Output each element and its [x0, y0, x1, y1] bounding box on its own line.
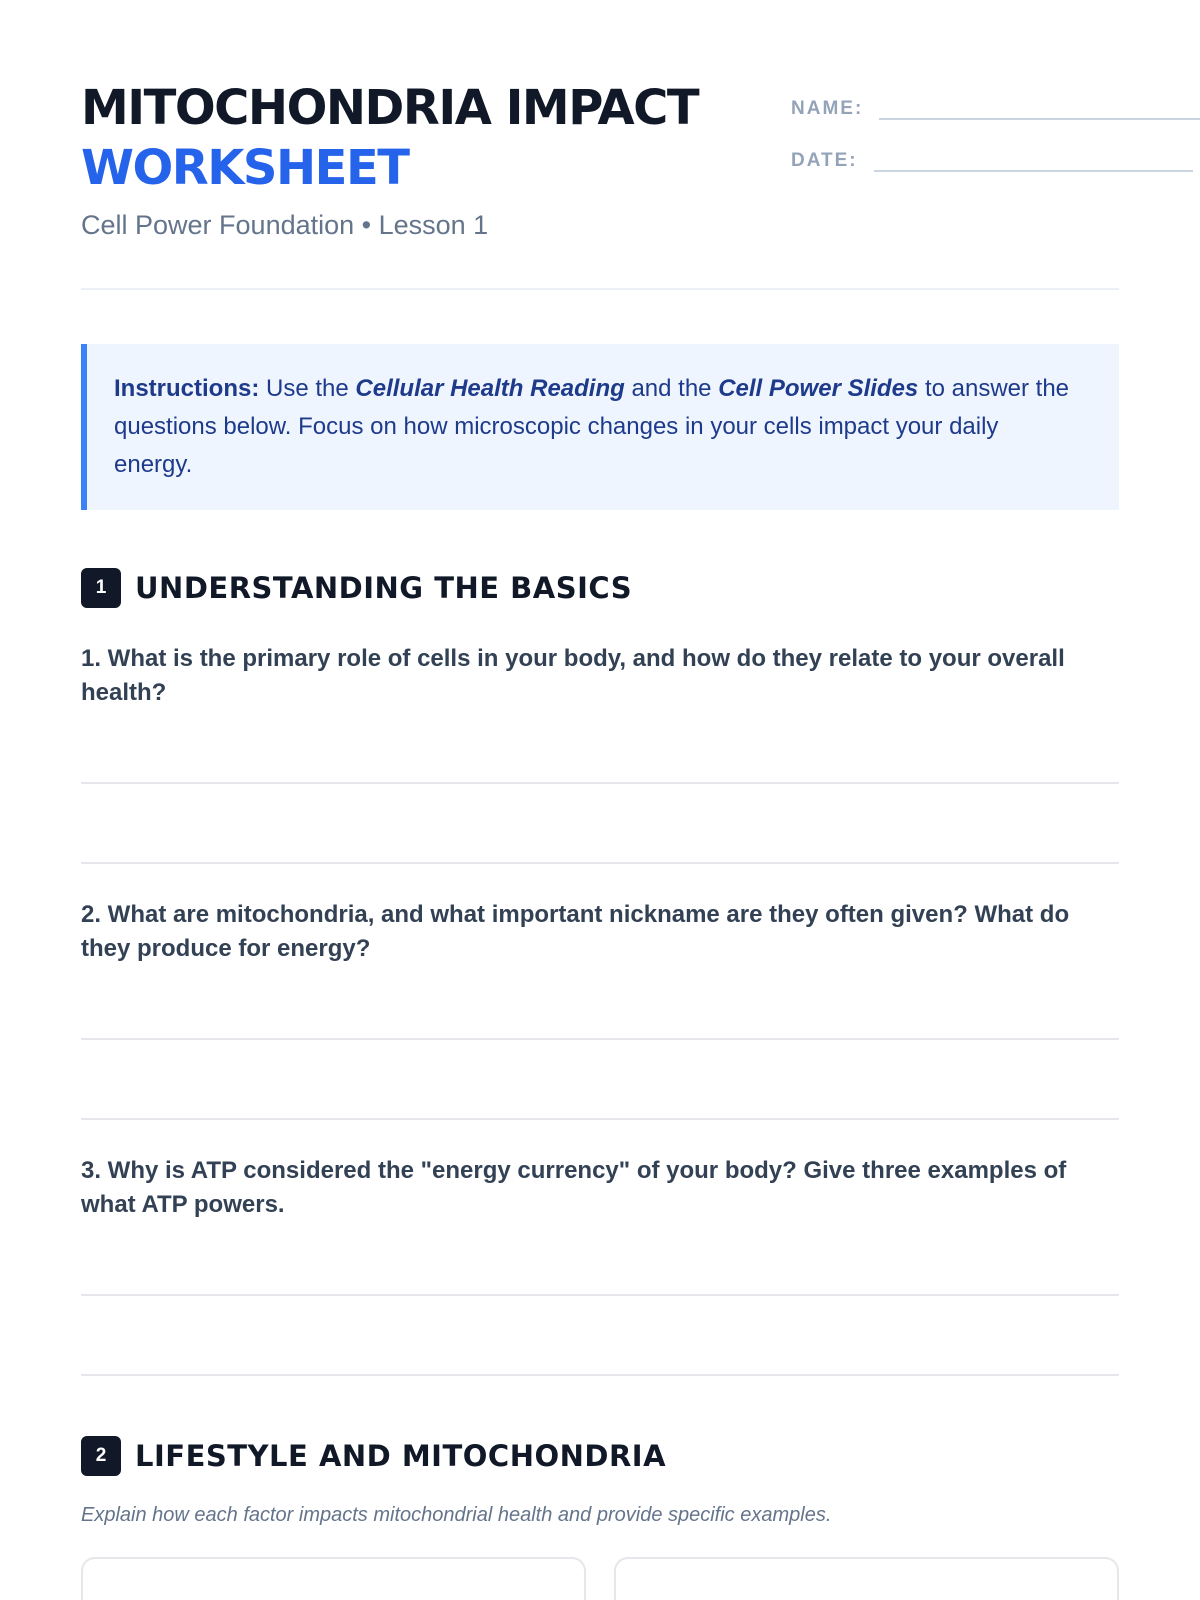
answer-line[interactable] — [81, 710, 1119, 784]
answer-line[interactable] — [81, 1040, 1119, 1120]
instructions-box — [81, 344, 1119, 510]
section-lifestyle-mitochondria — [81, 1436, 1119, 1600]
name-field — [791, 86, 1200, 120]
section-understanding-basics — [81, 568, 1119, 1376]
date-field — [791, 138, 1200, 172]
answer-line[interactable] — [81, 784, 1119, 864]
section-2-note: Explain how each factor impacts mitochondrial health and provide specific examples. — [81, 1504, 832, 1526]
worksheet-subtitle: Cell Power Foundation • Lesson 1 — [81, 210, 489, 240]
factor-card[interactable] — [81, 1557, 586, 1600]
section-2-title: LIFESTYLE AND MITOCHONDRIA — [135, 1439, 667, 1473]
instructions-source-slides: Cell Power Slides — [718, 375, 919, 402]
question-2: 2. What are mitochondria, and what important nickname are they often given? What do they produce for energy? — [81, 901, 1070, 962]
question-block-3 — [81, 1154, 1119, 1376]
title-line-2: WORKSHEET — [81, 140, 409, 196]
instructions-text-3: to answer the questions below. Focus on how microscopic changes in your cells impact your daily energy. — [114, 375, 1070, 478]
question-3: 3. Why is ATP considered the "energy currency" of your body? Give three examples of what ATP powers. — [81, 1157, 1067, 1218]
student-fields — [791, 86, 1200, 190]
instructions-label: Instructions: — [114, 375, 260, 402]
instructions-text-1: Use the — [259, 375, 356, 402]
factor-cards — [81, 1557, 1119, 1600]
section-2-header — [81, 1436, 1119, 1476]
instructions-text-2: and the — [624, 375, 719, 402]
instructions-source-reading: Cellular Health Reading — [355, 375, 625, 402]
name-input-line[interactable] — [879, 86, 1200, 120]
date-input-line[interactable] — [874, 138, 1193, 172]
name-label: NAME: — [791, 98, 864, 119]
answer-line[interactable] — [81, 966, 1119, 1040]
section-1-title: UNDERSTANDING THE BASICS — [135, 571, 633, 605]
section-2-number-badge: 2 — [81, 1436, 121, 1476]
answer-line[interactable] — [81, 1222, 1119, 1296]
question-block-2 — [81, 898, 1119, 1120]
title-line-1: MITOCHONDRIA IMPACT — [81, 80, 699, 136]
question-block-1 — [81, 642, 1119, 864]
worksheet-title — [81, 78, 698, 198]
section-1-header — [81, 568, 1119, 608]
section-1-number-badge: 1 — [81, 568, 121, 608]
answer-line[interactable] — [81, 1296, 1119, 1376]
question-1: 1. What is the primary role of cells in your body, and how do they relate to your overall health? — [81, 645, 1065, 706]
date-label: DATE: — [791, 150, 858, 171]
worksheet-header — [81, 0, 1119, 290]
factor-card[interactable] — [614, 1557, 1119, 1600]
